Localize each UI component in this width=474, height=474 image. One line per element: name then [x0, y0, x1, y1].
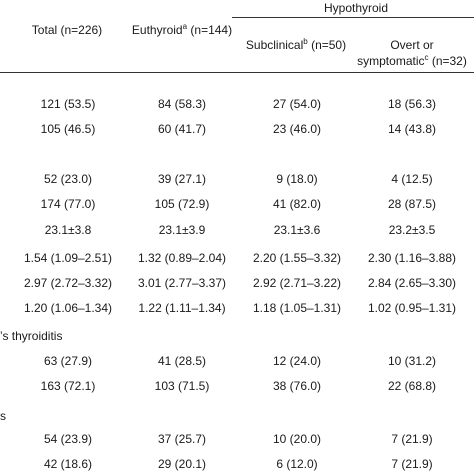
- table-cell: 23 (46.0): [272, 122, 322, 136]
- table-cell: 39 (27.1): [157, 172, 207, 186]
- table-cell: 23.2±3.5: [388, 223, 436, 237]
- subclinical-footnote-mark: b: [303, 37, 308, 46]
- table-cell: 52 (23.0): [43, 172, 93, 186]
- table-cell: 4 (12.5): [391, 172, 433, 186]
- table-cell: 3.01 (2.77–3.37): [137, 276, 227, 290]
- table-cell: 42 (18.6): [43, 457, 93, 471]
- table-cell: 37 (25.7): [157, 432, 207, 446]
- overt-label: symptomatic: [357, 54, 425, 68]
- hypothyroid-group-header: Hypothyroid: [323, 1, 389, 15]
- column-header-subclinical: [246, 38, 346, 53]
- subclinical-label: Subclinical: [245, 38, 304, 52]
- subclinical-count: (n=50): [307, 38, 347, 52]
- section-label-lower: s: [0, 409, 6, 423]
- table-cell: 2.20 (1.55–3.32): [252, 251, 342, 265]
- table-cell: 41 (82.0): [272, 197, 322, 211]
- column-header-total: Total (n=226): [31, 23, 103, 37]
- table-cell: 23.1±3.6: [273, 223, 321, 237]
- column-header-euthyroid: [132, 23, 232, 38]
- table-cell: 60 (41.7): [157, 122, 207, 136]
- table-cell: 174 (77.0): [40, 197, 96, 211]
- table-cell: 163 (72.1): [40, 379, 96, 393]
- table-cell: 28 (87.5): [387, 197, 437, 211]
- hypothyroid-group-rule: [232, 17, 474, 18]
- table-cell: 2.92 (2.71–3.22): [252, 276, 342, 290]
- table-cell: 1.54 (1.09–2.51): [23, 251, 113, 265]
- table-cell: 105 (72.9): [154, 197, 210, 211]
- table-cell: 22 (68.8): [387, 379, 437, 393]
- table-cell: 10 (31.2): [387, 354, 437, 368]
- table-cell: 6 (12.0): [276, 457, 318, 471]
- column-header-overt-line2: [357, 54, 467, 69]
- table-cell: 1.22 (1.11–1.34): [138, 301, 226, 315]
- table-cell: 1.02 (0.95–1.31): [367, 301, 457, 315]
- table-cell: 23.1±3.9: [158, 223, 206, 237]
- column-header-overt-line1: Overt or: [390, 38, 434, 52]
- section-label-thyroiditis: ’s thyroiditis: [0, 329, 63, 343]
- table-cell: 2.97 (2.72–3.32): [23, 276, 113, 290]
- table-cell: 2.30 (1.16–3.88): [367, 251, 457, 265]
- table-cell: 1.18 (1.05–1.31): [252, 301, 342, 315]
- table-cell: 1.20 (1.06–1.34): [23, 301, 113, 315]
- table-cell: 9 (18.0): [276, 172, 318, 186]
- table-cell: 18 (56.3): [387, 97, 437, 111]
- overt-count: (n=32): [428, 54, 467, 68]
- table-cell: 2.84 (2.65–3.30): [367, 276, 457, 290]
- euthyroid-footnote-mark: a: [182, 22, 188, 31]
- table-cell: 29 (20.1): [157, 457, 207, 471]
- table-cell: 54 (23.9): [43, 432, 93, 446]
- table-cell: 12 (24.0): [272, 354, 322, 368]
- table-cell: 63 (27.9): [43, 354, 93, 368]
- euthyroid-label: Euthyroid: [131, 23, 183, 37]
- table-cell: 84 (58.3): [157, 97, 207, 111]
- table-cell: 103 (71.5): [154, 379, 210, 393]
- table-cell: 121 (53.5): [40, 97, 96, 111]
- table-cell: 10 (20.0): [272, 432, 322, 446]
- table-cell: 41 (28.5): [157, 354, 207, 368]
- table-cell: 7 (21.9): [391, 432, 433, 446]
- header-bottom-rule: [0, 72, 474, 73]
- euthyroid-count: (n=144): [187, 23, 233, 37]
- table-cell: 7 (21.9): [391, 457, 433, 471]
- table-cell: 105 (46.5): [40, 122, 96, 136]
- table-cell: 23.1±3.8: [44, 223, 92, 237]
- table-cell: 14 (43.8): [387, 122, 437, 136]
- table-cell: 27 (54.0): [272, 97, 322, 111]
- table-cell: 38 (76.0): [272, 379, 322, 393]
- table-cell: 1.32 (0.89–2.04): [137, 251, 227, 265]
- overt-footnote-mark: c: [424, 53, 429, 62]
